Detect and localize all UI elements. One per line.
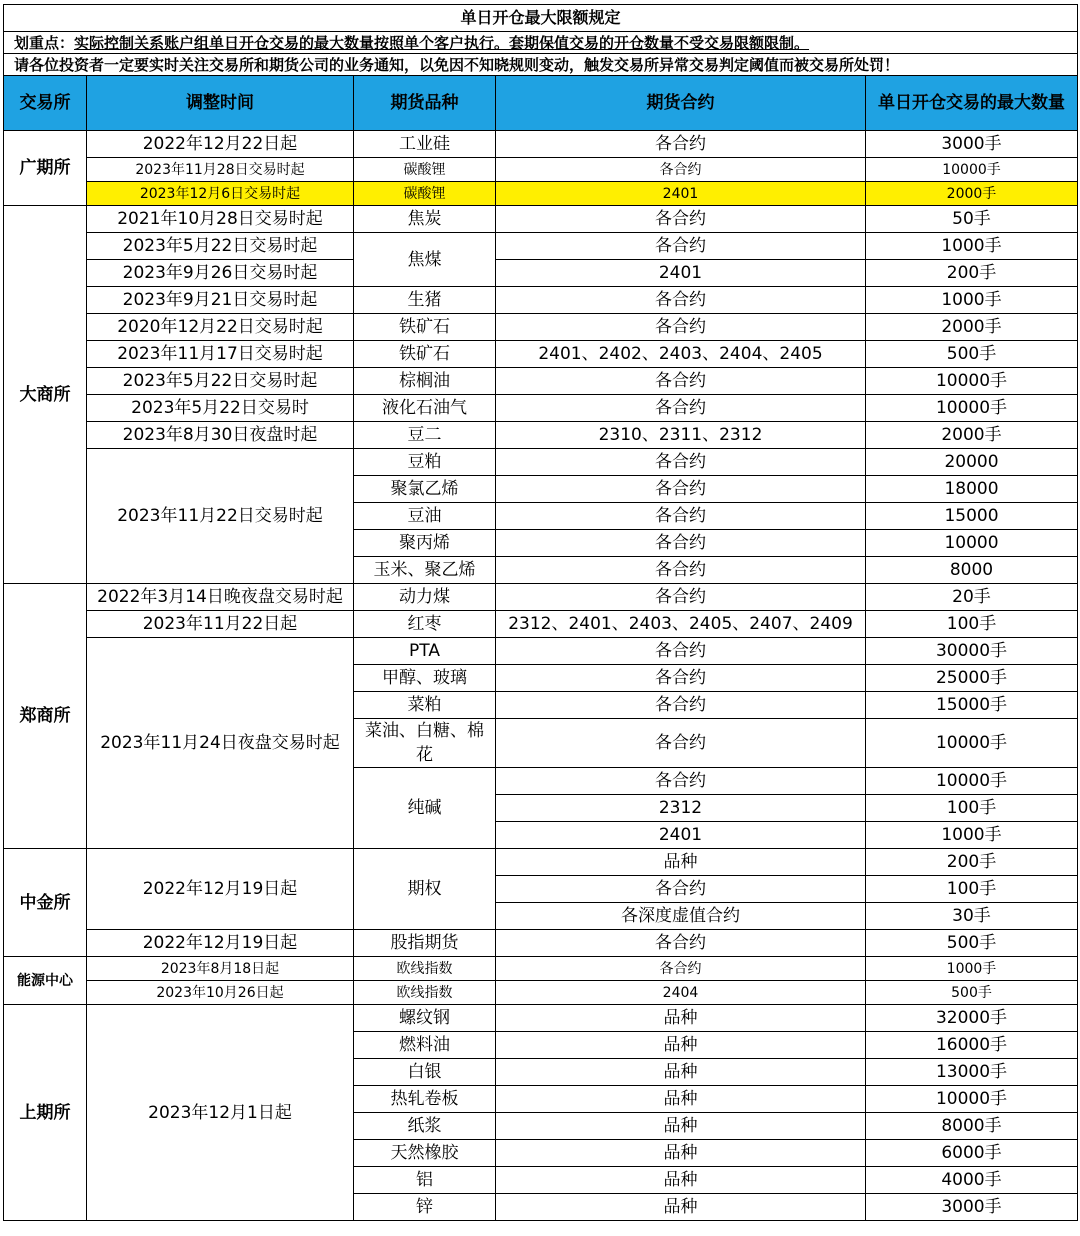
table-row bbox=[4, 341, 1078, 368]
cell-limit: 20000 bbox=[866, 449, 1078, 476]
cell-limit: 20手 bbox=[866, 584, 1078, 611]
cell-contract: 品种 bbox=[496, 1059, 866, 1086]
cell-contract: 2312、2401、2403、2405、2407、2409 bbox=[496, 611, 866, 638]
table-row-highlighted bbox=[4, 182, 1078, 206]
cell-product: 玉米、聚乙烯 bbox=[354, 557, 496, 584]
note-key-text: 实际控制关系账户组单日开仓交易的最大数量按照单个客户执行。套期保值交易的开仓数量不受交易限额限制。 bbox=[74, 33, 810, 52]
cell-contract: 各合约 bbox=[496, 368, 866, 395]
cell-limit: 1000手 bbox=[866, 957, 1078, 981]
cell-limit: 15000 bbox=[866, 503, 1078, 530]
cell-contract: 品种 bbox=[496, 1140, 866, 1167]
cell-product: 期权 bbox=[354, 849, 496, 930]
cell-time: 2023年8月30日夜盘时起 bbox=[87, 422, 354, 449]
table-row bbox=[4, 449, 1078, 476]
cell-contract: 各合约 bbox=[496, 287, 866, 314]
table-row bbox=[4, 849, 1078, 876]
cell-limit: 10000 bbox=[866, 530, 1078, 557]
cell-limit: 2000手 bbox=[866, 182, 1078, 206]
cell-time: 2023年11月28日交易时起 bbox=[87, 158, 354, 182]
cell-time: 2022年12月19日起 bbox=[87, 849, 354, 930]
cell-contract: 2404 bbox=[496, 981, 866, 1005]
cell-contract: 品种 bbox=[496, 1194, 866, 1221]
cell-product: 焦炭 bbox=[354, 206, 496, 233]
cell-product: 甲醇、玻璃 bbox=[354, 665, 496, 692]
cell-time: 2023年10月26日起 bbox=[87, 981, 354, 1005]
cell-limit: 6000手 bbox=[866, 1140, 1078, 1167]
table-row bbox=[4, 260, 1078, 287]
cell-time: 2023年5月22日交易时 bbox=[87, 395, 354, 422]
cell-time: 2023年11月17日交易时起 bbox=[87, 341, 354, 368]
cell-limit: 100手 bbox=[866, 795, 1078, 822]
table-row bbox=[4, 131, 1078, 158]
cell-contract: 各合约 bbox=[496, 957, 866, 981]
cell-limit: 50手 bbox=[866, 206, 1078, 233]
table-row bbox=[4, 206, 1078, 233]
cell-limit: 1000手 bbox=[866, 822, 1078, 849]
exchange-dce: 大商所 bbox=[4, 206, 87, 584]
cell-contract: 各合约 bbox=[496, 876, 866, 903]
cell-contract: 各合约 bbox=[496, 584, 866, 611]
note-key-point bbox=[4, 32, 1078, 54]
table-title: 单日开仓最大限额规定 bbox=[4, 5, 1078, 32]
cell-product: 豆二 bbox=[354, 422, 496, 449]
cell-contract: 各合约 bbox=[496, 719, 866, 768]
cell-limit: 16000手 bbox=[866, 1032, 1078, 1059]
cell-product: 欧线指数 bbox=[354, 981, 496, 1005]
cell-contract: 2401 bbox=[496, 260, 866, 287]
cell-product: 热轧卷板 bbox=[354, 1086, 496, 1113]
cell-contract: 各深度虚值合约 bbox=[496, 903, 866, 930]
cell-contract: 各合约 bbox=[496, 665, 866, 692]
table-row bbox=[4, 158, 1078, 182]
cell-contract: 各合约 bbox=[496, 131, 866, 158]
cell-time: 2022年3月14日晚夜盘交易时起 bbox=[87, 584, 354, 611]
cell-contract: 各合约 bbox=[496, 503, 866, 530]
table-row bbox=[4, 930, 1078, 957]
cell-product: 棕榈油 bbox=[354, 368, 496, 395]
table-row bbox=[4, 584, 1078, 611]
cell-product bbox=[354, 719, 496, 768]
table-row bbox=[4, 638, 1078, 665]
cell-product: 锌 bbox=[354, 1194, 496, 1221]
cell-contract: 各合约 bbox=[496, 557, 866, 584]
cell-limit: 2000手 bbox=[866, 422, 1078, 449]
cell-limit: 200手 bbox=[866, 260, 1078, 287]
cell-limit: 500手 bbox=[866, 981, 1078, 1005]
cell-product: 燃料油 bbox=[354, 1032, 496, 1059]
cell-contract: 2401 bbox=[496, 822, 866, 849]
cell-contract: 品种 bbox=[496, 1086, 866, 1113]
cell-time: 2021年10月28日交易时起 bbox=[87, 206, 354, 233]
cell-time: 2023年11月22日起 bbox=[87, 611, 354, 638]
cell-time: 2022年12月19日起 bbox=[87, 930, 354, 957]
cell-time: 2023年5月22日交易时起 bbox=[87, 368, 354, 395]
cell-contract: 各合约 bbox=[496, 692, 866, 719]
table-row bbox=[4, 957, 1078, 981]
cell-product: 碳酸锂 bbox=[354, 182, 496, 206]
note-key-label: 划重点： bbox=[14, 33, 75, 52]
cell-product: 欧线指数 bbox=[354, 957, 496, 981]
cell-limit: 100手 bbox=[866, 876, 1078, 903]
cell-contract: 2312 bbox=[496, 795, 866, 822]
exchange-gfex: 广期所 bbox=[4, 131, 87, 206]
cell-limit: 25000手 bbox=[866, 665, 1078, 692]
cell-limit: 30000手 bbox=[866, 638, 1078, 665]
cell-limit: 3000手 bbox=[866, 1194, 1078, 1221]
cell-product: 红枣 bbox=[354, 611, 496, 638]
cell-product: 聚丙烯 bbox=[354, 530, 496, 557]
cell-contract: 各合约 bbox=[496, 233, 866, 260]
cell-product: 豆油 bbox=[354, 503, 496, 530]
cell-time: 2023年8月18日起 bbox=[87, 957, 354, 981]
exchange-czce: 郑商所 bbox=[4, 584, 87, 849]
cell-contract: 2310、2311、2312 bbox=[496, 422, 866, 449]
cell-product: PTA bbox=[354, 638, 496, 665]
exchange-ine: 能源中心 bbox=[4, 957, 87, 1005]
cell-time: 2023年9月21日交易时起 bbox=[87, 287, 354, 314]
cell-time: 2023年12月1日起 bbox=[87, 1005, 354, 1221]
table-row bbox=[4, 395, 1078, 422]
cell-contract: 品种 bbox=[496, 1167, 866, 1194]
cell-limit: 500手 bbox=[866, 341, 1078, 368]
cell-contract: 品种 bbox=[496, 1113, 866, 1140]
cell-product: 天然橡胶 bbox=[354, 1140, 496, 1167]
cell-contract: 2401、2402、2403、2404、2405 bbox=[496, 341, 866, 368]
cell-limit: 200手 bbox=[866, 849, 1078, 876]
table-row bbox=[4, 611, 1078, 638]
cell-limit: 10000手 bbox=[866, 158, 1078, 182]
cell-contract: 各合约 bbox=[496, 476, 866, 503]
cell-contract: 各合约 bbox=[496, 930, 866, 957]
cell-limit: 8000手 bbox=[866, 1113, 1078, 1140]
cell-product: 股指期货 bbox=[354, 930, 496, 957]
cell-contract: 各合约 bbox=[496, 395, 866, 422]
exchange-cffex: 中金所 bbox=[4, 849, 87, 957]
table-row bbox=[4, 287, 1078, 314]
cell-product: 工业硅 bbox=[354, 131, 496, 158]
cell-product: 纸浆 bbox=[354, 1113, 496, 1140]
cell-contract: 各合约 bbox=[496, 530, 866, 557]
cell-time: 2020年12月22日交易时起 bbox=[87, 314, 354, 341]
header-product: 期货品种 bbox=[354, 76, 496, 131]
cell-limit: 1000手 bbox=[866, 287, 1078, 314]
cell-limit: 100手 bbox=[866, 611, 1078, 638]
cell-time: 2023年9月26日交易时起 bbox=[87, 260, 354, 287]
cell-contract: 品种 bbox=[496, 1032, 866, 1059]
cell-product: 螺纹钢 bbox=[354, 1005, 496, 1032]
cell-contract: 各合约 bbox=[496, 206, 866, 233]
cell-limit: 10000手 bbox=[866, 1086, 1078, 1113]
table-row bbox=[4, 314, 1078, 341]
cell-limit: 1000手 bbox=[866, 233, 1078, 260]
cell-limit: 500手 bbox=[866, 930, 1078, 957]
cell-product: 碳酸锂 bbox=[354, 158, 496, 182]
cell-limit: 18000 bbox=[866, 476, 1078, 503]
cell-product: 白银 bbox=[354, 1059, 496, 1086]
cell-limit: 10000手 bbox=[866, 719, 1078, 768]
cell-product: 生猪 bbox=[354, 287, 496, 314]
cell-time: 2023年12月6日交易时起 bbox=[87, 182, 354, 206]
cell-product: 纯碱 bbox=[354, 768, 496, 849]
cell-product: 液化石油气 bbox=[354, 395, 496, 422]
cell-product-text: 菜油、白糖、棉花 bbox=[365, 721, 484, 765]
cell-limit: 2000手 bbox=[866, 314, 1078, 341]
exchange-shfe: 上期所 bbox=[4, 1005, 87, 1221]
table-row bbox=[4, 233, 1078, 260]
table-row bbox=[4, 368, 1078, 395]
cell-limit: 10000手 bbox=[866, 768, 1078, 795]
header-exchange: 交易所 bbox=[4, 76, 87, 131]
cell-contract: 品种 bbox=[496, 849, 866, 876]
cell-product: 铁矿石 bbox=[354, 314, 496, 341]
cell-contract: 各合约 bbox=[496, 158, 866, 182]
cell-time: 2023年11月22日交易时起 bbox=[87, 449, 354, 584]
cell-product: 豆粕 bbox=[354, 449, 496, 476]
cell-limit: 10000手 bbox=[866, 395, 1078, 422]
cell-contract: 品种 bbox=[496, 1005, 866, 1032]
cell-limit: 30手 bbox=[866, 903, 1078, 930]
cell-product: 菜粕 bbox=[354, 692, 496, 719]
cell-limit: 4000手 bbox=[866, 1167, 1078, 1194]
cell-product: 铁矿石 bbox=[354, 341, 496, 368]
header-time: 调整时间 bbox=[87, 76, 354, 131]
cell-product: 动力煤 bbox=[354, 584, 496, 611]
header-contract: 期货合约 bbox=[496, 76, 866, 131]
table-row bbox=[4, 981, 1078, 1005]
cell-time: 2023年5月22日交易时起 bbox=[87, 233, 354, 260]
cell-product: 焦煤 bbox=[354, 233, 496, 287]
cell-limit: 8000 bbox=[866, 557, 1078, 584]
limit-table bbox=[3, 4, 1078, 1221]
cell-product: 聚氯乙烯 bbox=[354, 476, 496, 503]
cell-time: 2022年12月22日起 bbox=[87, 131, 354, 158]
cell-limit: 32000手 bbox=[866, 1005, 1078, 1032]
cell-contract: 2401 bbox=[496, 182, 866, 206]
cell-limit: 3000手 bbox=[866, 131, 1078, 158]
cell-limit: 10000手 bbox=[866, 368, 1078, 395]
cell-contract: 各合约 bbox=[496, 768, 866, 795]
note-warning: 请各位投资者一定要实时关注交易所和期货公司的业务通知，以免因不知晓规则变动，触发交易所异常交易判定阈值而被交易所处罚！ bbox=[4, 54, 1078, 76]
table-row bbox=[4, 422, 1078, 449]
limit-table-container bbox=[3, 4, 1077, 1221]
cell-contract: 各合约 bbox=[496, 449, 866, 476]
cell-limit: 15000手 bbox=[866, 692, 1078, 719]
cell-contract: 各合约 bbox=[496, 314, 866, 341]
cell-contract: 各合约 bbox=[496, 638, 866, 665]
cell-time-text: 2023年11月24日夜盘交易时起 bbox=[100, 733, 340, 753]
cell-limit: 13000手 bbox=[866, 1059, 1078, 1086]
header-limit: 单日开仓交易的最大数量 bbox=[866, 76, 1078, 131]
cell-time bbox=[87, 638, 354, 849]
cell-product: 铝 bbox=[354, 1167, 496, 1194]
table-row bbox=[4, 1005, 1078, 1032]
